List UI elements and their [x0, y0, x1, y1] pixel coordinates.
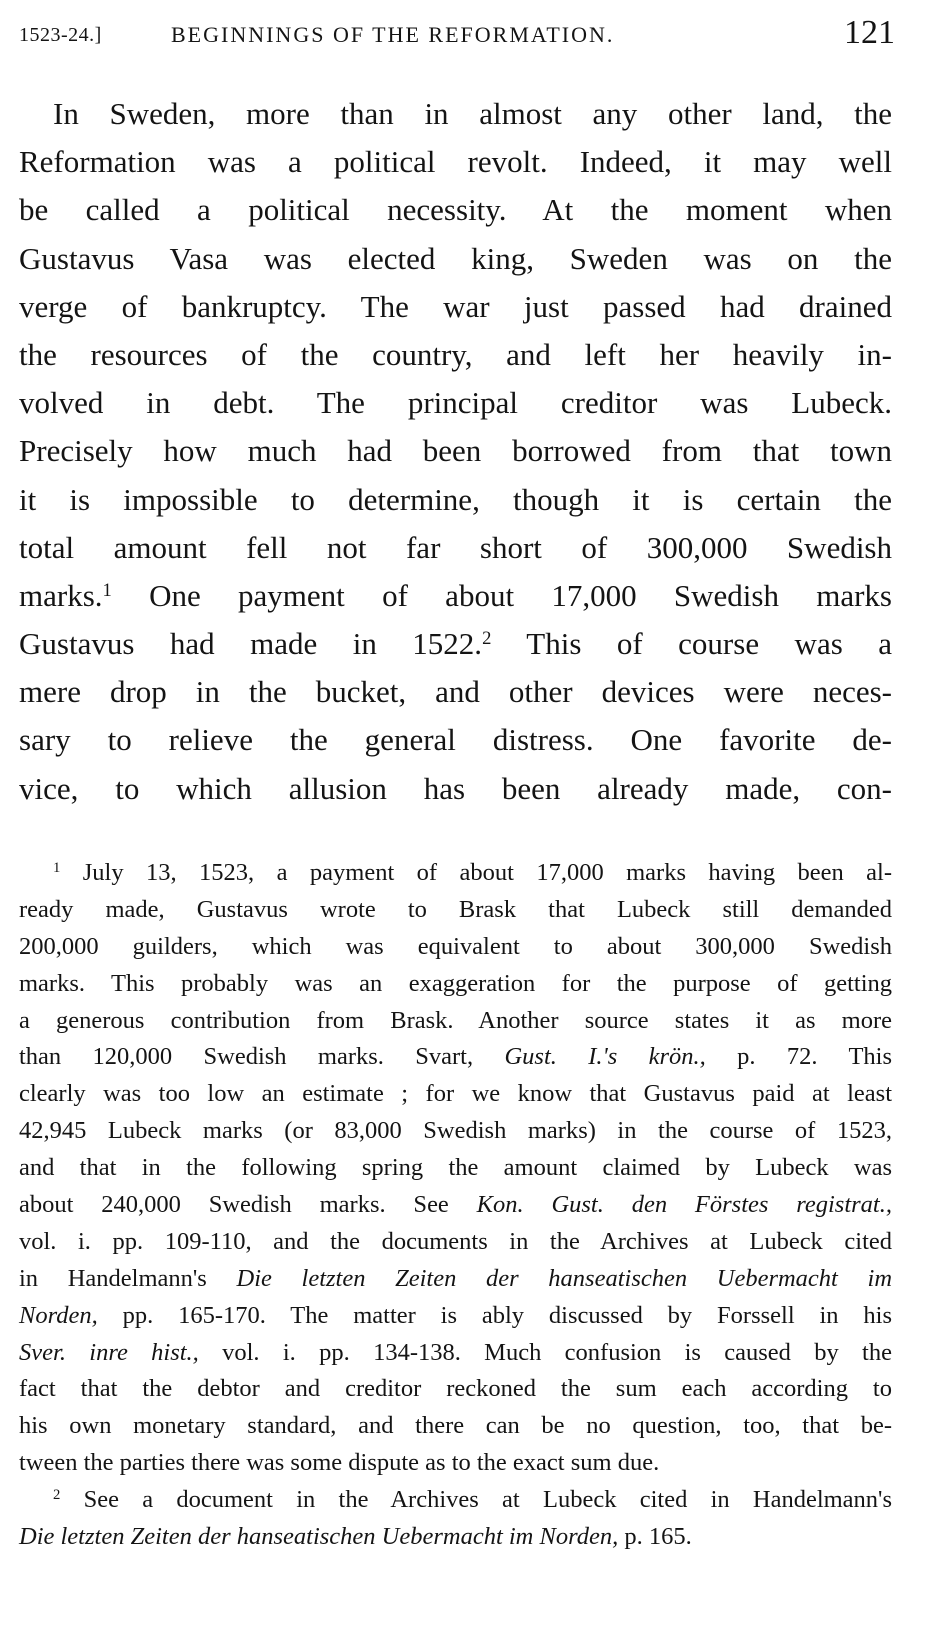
footnote-1-line: his own monetary standard, and there can be no question, too, that be- — [19, 1412, 892, 1440]
footnote-citation-title: Die letzten Zeiten der hanseatischen Uebermacht im Norden, — [19, 1523, 619, 1551]
footnote-text: vol. i. pp. 134-138. Much confusion is caused by the — [222, 1338, 892, 1366]
footnote-text: p. 165. — [624, 1523, 692, 1551]
footnote-marker-1: 1 — [53, 859, 61, 876]
footnotes — [19, 855, 892, 1556]
footnote-1-line: fact that the debtor and creditor reckoned the sum each according to — [19, 1375, 892, 1403]
footnote-1-line: tween the parties there was some dispute as to the exact sum due. — [19, 1449, 660, 1477]
footnote-1-line: ready made, Gustavus wrote to Brask that Lubeck still demanded — [19, 895, 892, 923]
footnote-1-line: clearly was too low an estimate ; for we know that Gustavus paid at least — [19, 1080, 892, 1108]
footnote-text: pp. 165-170. The matter is ably discussed by Forssell in his — [122, 1301, 893, 1329]
footnote-1-line: 200,000 guilders, which was equivalent to about 300,000 Swedish — [19, 932, 892, 960]
body-line — [19, 572, 892, 620]
body-line: be called a political necessity. At the moment when — [19, 192, 892, 228]
body-line: Gustavus Vasa was elected king, Sweden was on the — [19, 240, 892, 276]
body-line: the resources of the country, and left her heavily in- — [19, 336, 892, 372]
running-head — [19, 14, 895, 54]
body-line: Reformation was a political revolt. Indeed, it may well — [19, 144, 892, 180]
body-text-segment: marks. — [19, 577, 103, 613]
footnote-citation-title: Sver. inre hist., — [19, 1338, 199, 1366]
footnote-1-line: a generous contribution from Brask. Another source states it as more — [19, 1006, 892, 1034]
footnote-ref-2: 2 — [482, 627, 492, 649]
body-line: Precisely how much had been borrowed from that town — [19, 433, 892, 469]
footnote-1-line — [19, 1298, 892, 1335]
body-line — [19, 620, 892, 668]
footnote-citation-title: Die letzten Zeiten der hanseatischen Uebermacht im — [236, 1264, 893, 1292]
footnote-1-line — [19, 1039, 892, 1076]
header-chapter-title: BEGINNINGS OF THE REFORMATION. — [171, 22, 615, 47]
footnote-citation-title: Gust. I.'s krön., — [504, 1043, 706, 1071]
body-line: volved in debt. The principal creditor was Lubeck. — [19, 385, 892, 421]
footnote-1-line — [19, 1261, 892, 1298]
body-text-segment: One payment of about 17,000 Swedish marks — [149, 577, 892, 613]
footnote-1-line — [19, 855, 892, 892]
body-text-segment: This of course was a — [526, 626, 893, 662]
body-line: sary to relieve the general distress. One favorite de- — [19, 722, 892, 758]
body-line: In Sweden, more than in almost any other land, the — [53, 96, 892, 131]
body-text-segment: Gustavus had made in 1522. — [19, 626, 483, 662]
header-date-range: 1523-24.] — [19, 24, 102, 46]
footnote-1-line: marks. This probably was an exaggeration for the purpose of getting — [19, 969, 892, 997]
footnote-text: than 120,000 Swedish marks. Svart, — [19, 1043, 474, 1071]
body-line: total amount fell not far short of 300,000 Swedish — [19, 529, 892, 565]
footnote-text: in Handelmann's — [19, 1264, 207, 1292]
footnote-text: July 13, 1523, a payment of about 17,000 marks having been al- — [82, 859, 893, 886]
footnote-1-line — [19, 1187, 892, 1224]
footnote-2-line — [19, 1482, 892, 1519]
footnote-marker-2: 2 — [53, 1487, 61, 1504]
page-number: 121 — [844, 14, 895, 51]
body-line: it is impossible to determine, though it is certain the — [19, 481, 892, 517]
footnote-text: p. 72. This — [737, 1043, 892, 1071]
footnote-ref-1: 1 — [102, 579, 112, 601]
footnote-citation-title: Norden, — [19, 1301, 98, 1329]
footnote-text: See a document in the Archives at Lubeck cited in Handelmann's — [83, 1486, 893, 1514]
body-line: verge of bankruptcy. The war just passed had drained — [19, 288, 892, 324]
footnote-1-line: 42,945 Lubeck marks (or 83,000 Swedish marks) in the course of 1523, — [19, 1117, 892, 1145]
footnote-text: about 240,000 Swedish marks. See — [19, 1191, 449, 1219]
footnote-1-line: and that in the following spring the amount claimed by Lubeck was — [19, 1154, 892, 1182]
footnote-1-line: vol. i. pp. 109-110, and the documents in the Archives at Lubeck cited — [19, 1227, 892, 1255]
footnote-2-line — [19, 1519, 892, 1556]
footnote-1-line — [19, 1335, 892, 1372]
body-line: mere drop in the bucket, and other devices were neces- — [19, 674, 892, 710]
body-line: vice, to which allusion has been already made, con- — [19, 770, 892, 806]
main-paragraph — [19, 90, 892, 813]
footnote-citation-title: Kon. Gust. den Förstes registrat., — [476, 1191, 892, 1219]
